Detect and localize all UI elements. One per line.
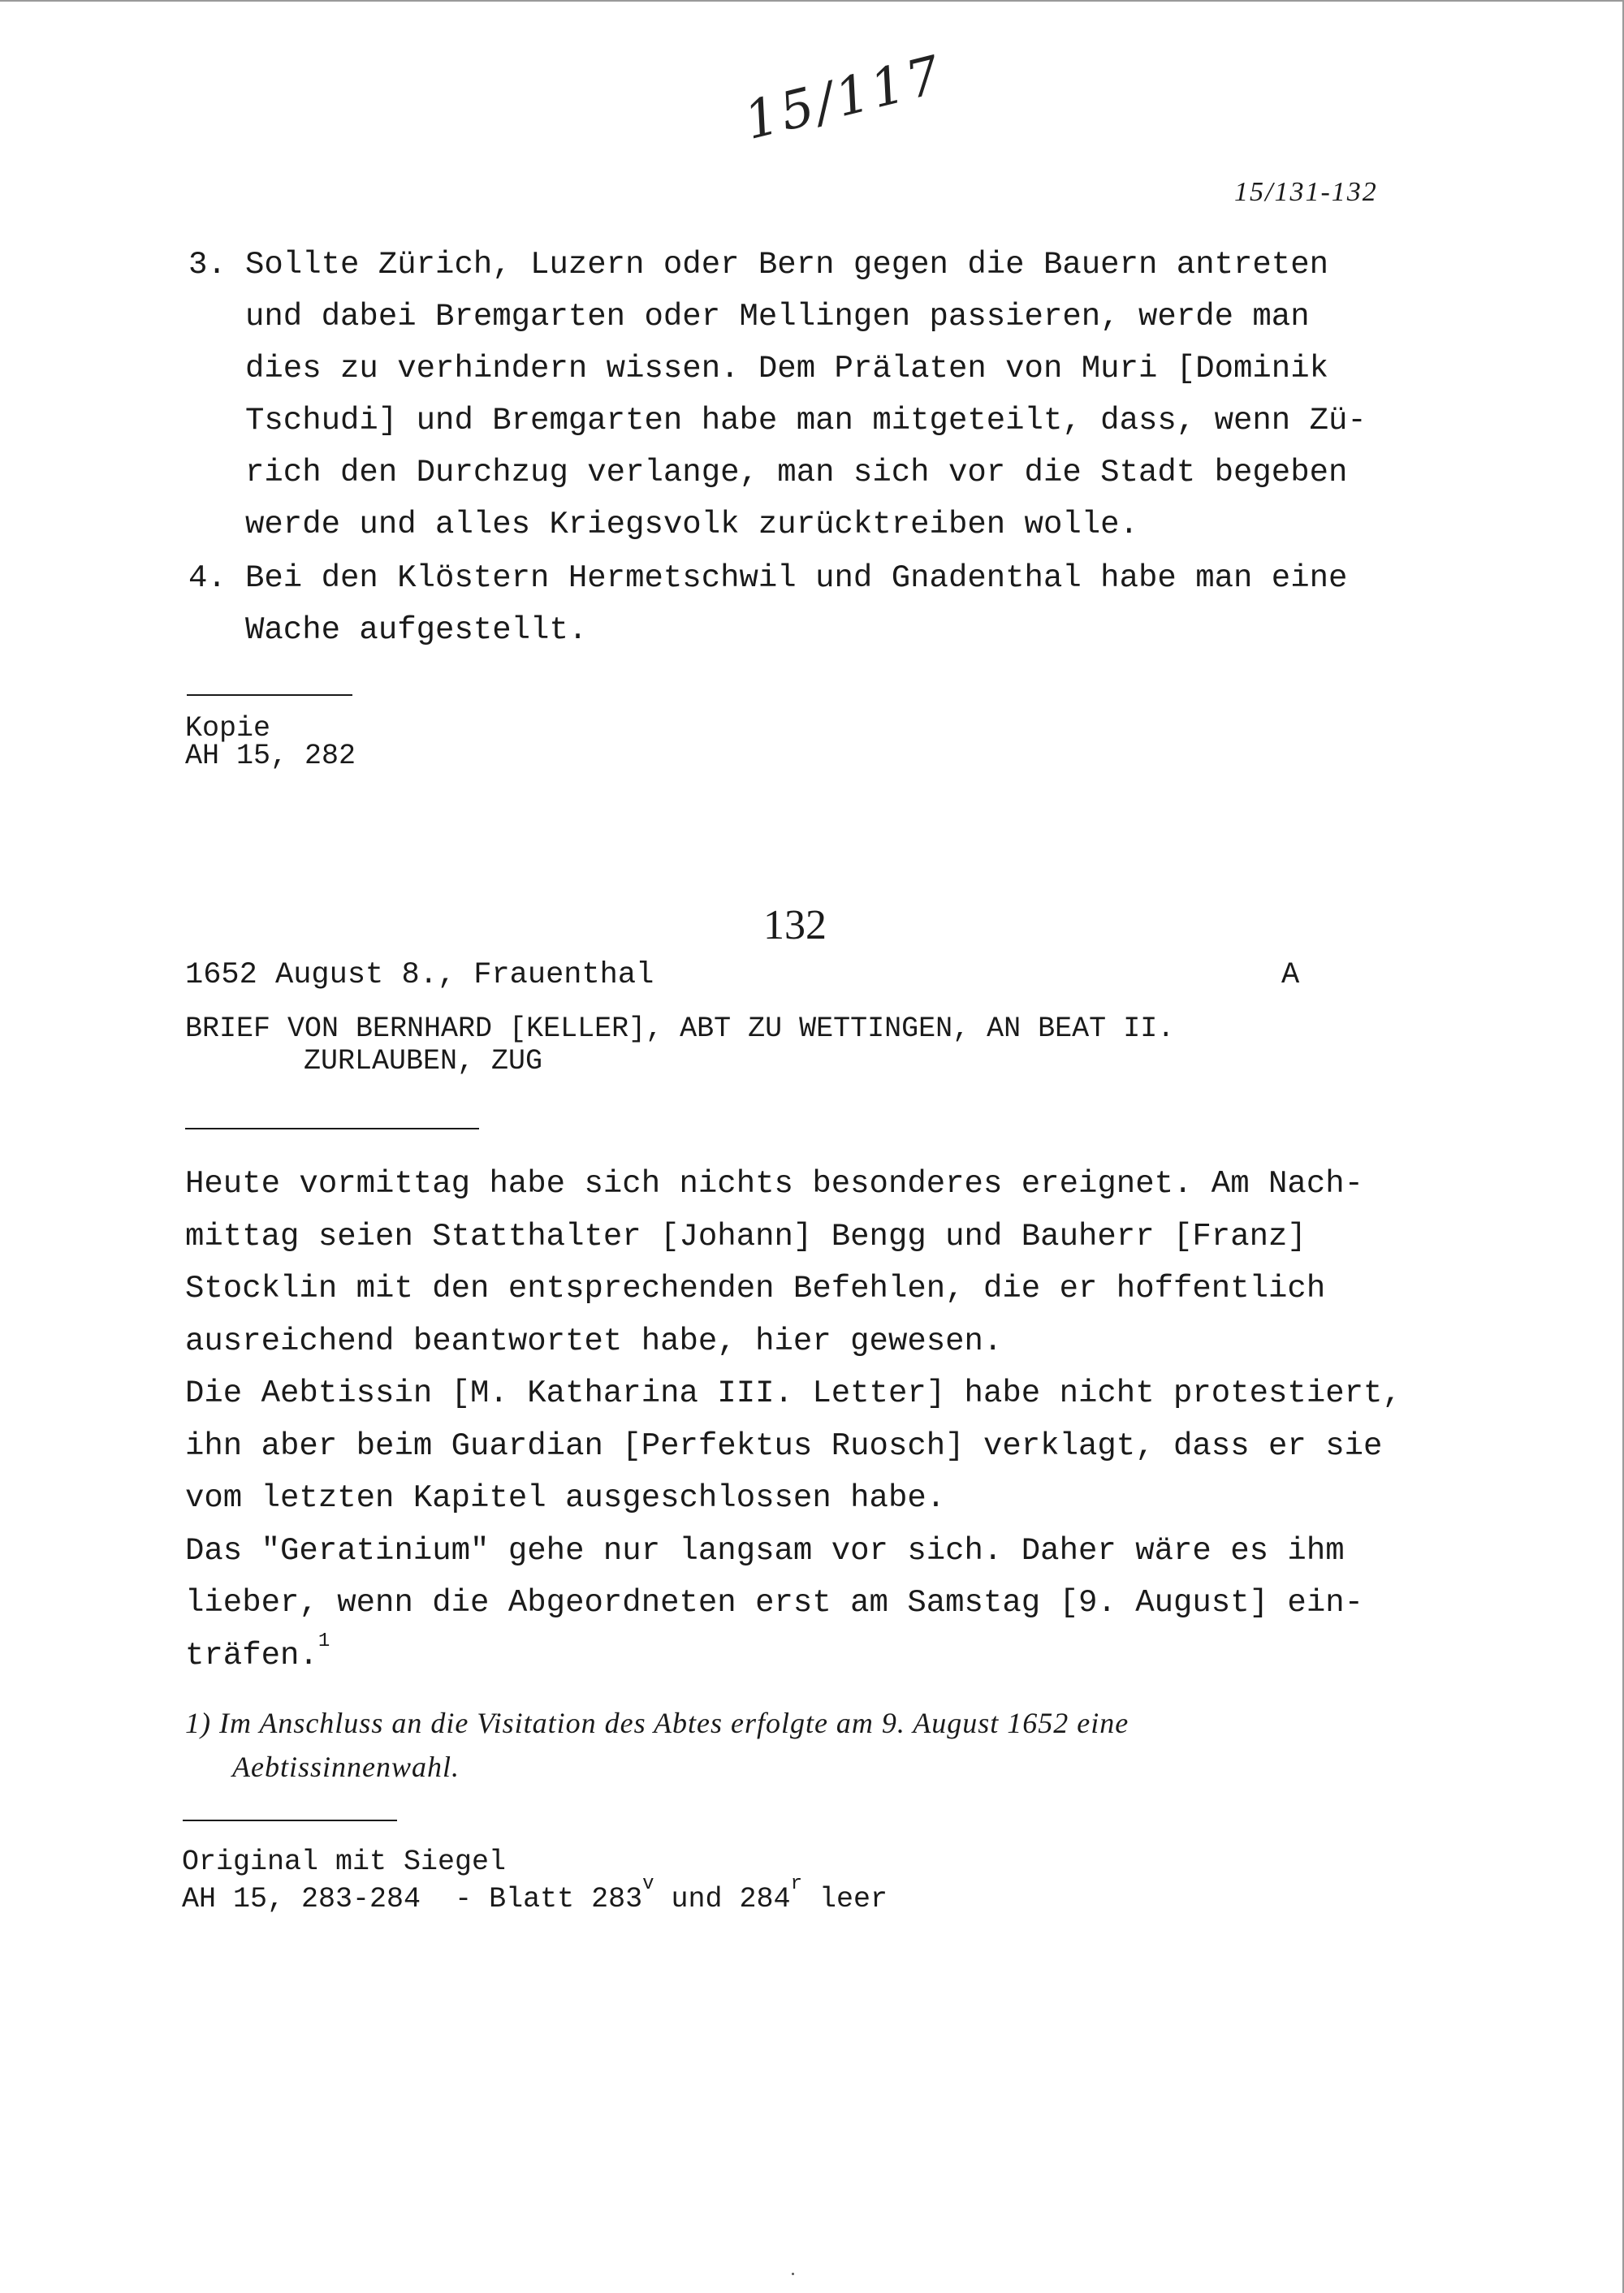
text-line: Wache aufgestellt.: [245, 612, 588, 648]
text-line: werde und alles Kriegsvolk zurücktreiben wolle.: [245, 507, 1138, 542]
document-heading: [185, 1013, 1174, 1077]
divider: [183, 1820, 397, 1821]
text-line-last: [185, 1630, 1402, 1682]
source-reference-line: [182, 1873, 888, 1918]
text-line: lieber, wenn die Abgeordneten erst am Samstag [9. August] ein-: [185, 1585, 1364, 1621]
footnote-line: 1) Im Anschluss an die Visitation des Abtes erfolgte am 9. August 1652 eine: [185, 1707, 1129, 1739]
source-note-suffix: leer: [801, 1883, 888, 1915]
footnote: [185, 1701, 1129, 1789]
list-item-text: [245, 552, 1347, 656]
text-line: Tschudi] und Bremgarten habe man mitgeteilt, dass, wenn Zü-: [245, 403, 1367, 438]
text-line: Bei den Klöstern Hermetschwil und Gnadenthal habe man eine: [245, 560, 1348, 596]
source-note-prefix: - Blatt 283: [455, 1883, 643, 1915]
heading-line: ZURLAUBEN, ZUG: [304, 1045, 543, 1077]
text-line: Die Aebtissin [M. Katharina III. Letter] habe nicht protestiert,: [185, 1375, 1402, 1411]
source-type: Original mit Siegel: [182, 1846, 507, 1878]
text-line: Das "Geratinium" gehe nur langsam vor sich. Daher wäre es ihm: [185, 1532, 1345, 1569]
document-body: [185, 1158, 1402, 1682]
footnote-line: Aebtissinnenwahl.: [232, 1751, 460, 1783]
source-note-131: [185, 712, 356, 772]
text-line: Stocklin mit den entsprechenden Befehlen, die er hoffentlich: [185, 1271, 1326, 1306]
source-reference: AH 15, 282: [185, 740, 356, 772]
list-item-text: [245, 239, 1367, 551]
divider: [187, 694, 352, 696]
text-line: und dabei Bremgarten oder Mellingen passieren, werde man: [245, 299, 1310, 335]
handwritten-archive-mark: 15/117: [738, 44, 950, 153]
text-line: ausreichend beantwortet habe, hier gewesen.: [185, 1323, 1003, 1359]
divider: [185, 1128, 479, 1129]
footnote-marker: 1: [317, 1630, 330, 1652]
text-fragment: träfen.: [185, 1637, 318, 1673]
text-line: Heute vormittag habe sich nichts besonderes ereignet. Am Nach-: [185, 1166, 1364, 1202]
text-line: rich den Durchzug verlange, man sich vor die Stadt begeben: [245, 455, 1348, 490]
page-reference: 15/131-132: [1234, 177, 1378, 207]
text-line: ihn aber beim Guardian [Perfektus Ruosch] verklagt, dass er sie: [185, 1427, 1383, 1464]
text-line: vom letzten Kapitel ausgeschlossen habe.: [185, 1480, 946, 1516]
source-type: Kopie: [185, 712, 271, 745]
document-code: A: [1281, 958, 1300, 992]
superscript-recto: r: [790, 1873, 802, 1895]
superscript-verso: v: [642, 1873, 654, 1895]
text-line: Sollte Zürich, Luzern oder Bern gegen die Bauern antreten: [245, 247, 1329, 283]
date-place: 1652 August 8., Frauenthal: [185, 958, 654, 992]
scan-speck: [792, 2273, 794, 2275]
document-number: 132: [763, 902, 827, 948]
list-item-number: 4.: [188, 560, 227, 596]
source-note-132: [182, 1843, 888, 1918]
source-note-mid: und 284: [654, 1883, 791, 1915]
heading-line: BRIEF VON BERNHARD [KELLER], ABT ZU WETTINGEN, AN BEAT II.: [185, 1013, 1175, 1045]
source-reference: AH 15, 283-284: [182, 1883, 421, 1915]
text-line: dies zu verhindern wissen. Dem Prälaten von Muri [Dominik: [245, 351, 1329, 386]
list-item-number: 3.: [188, 247, 227, 283]
text-line: mittag seien Statthalter [Johann] Bengg und Bauherr [Franz]: [185, 1218, 1307, 1254]
